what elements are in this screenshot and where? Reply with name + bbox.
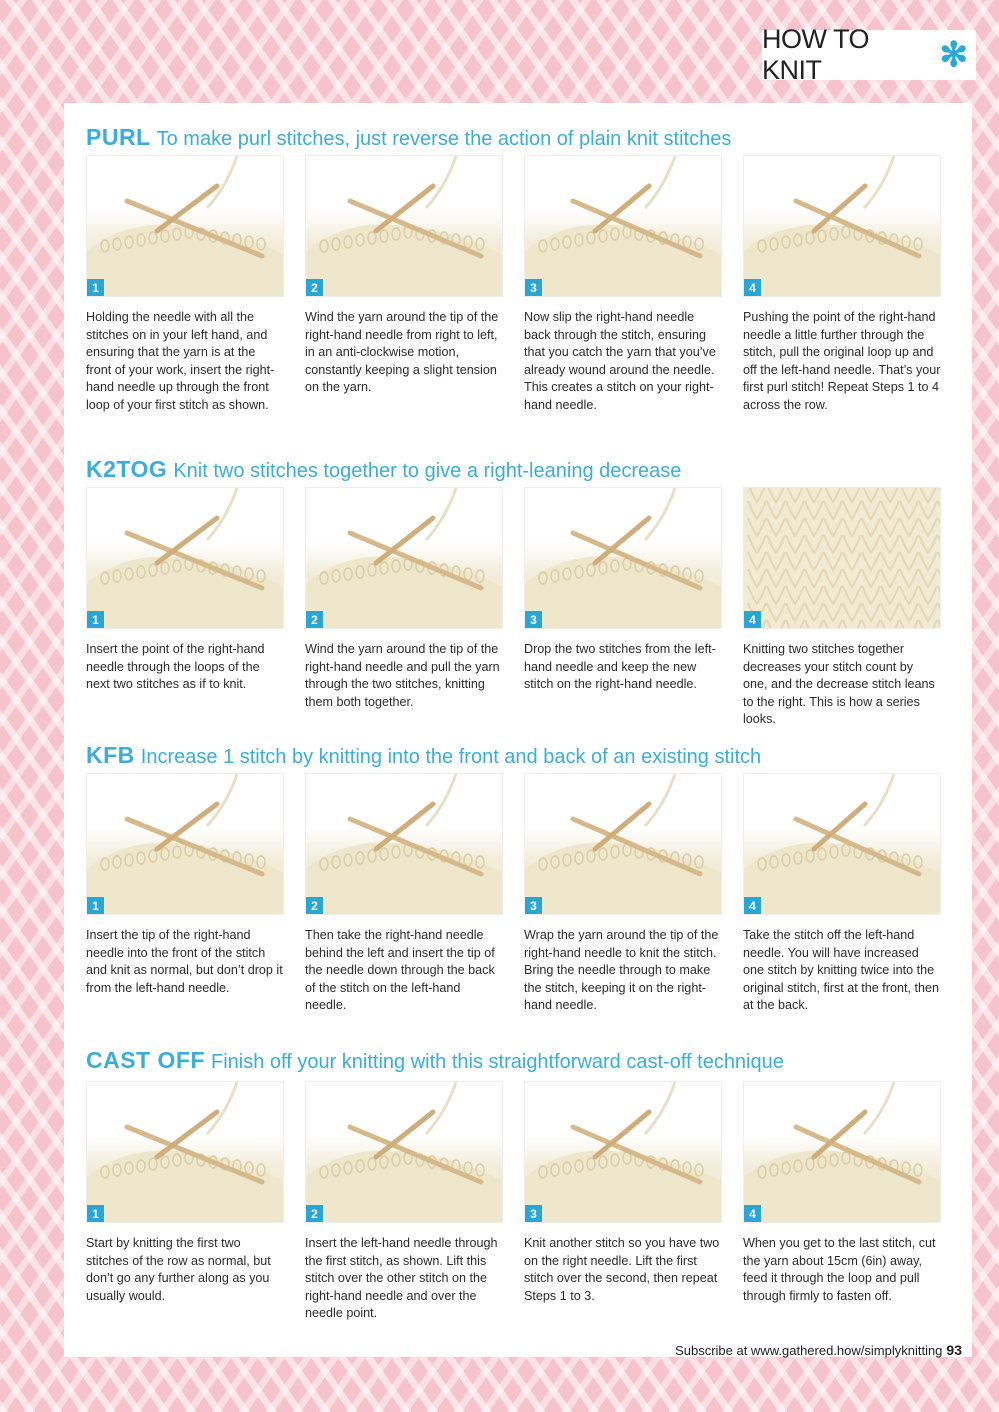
step-description: Drop the two stitches from the left-hand needle and keep the new stitch on the right-hand needle. <box>524 642 716 692</box>
step-description: Wrap the yarn around the tip of the right-hand needle to knit the stitch. Bring the needle through to make the stitch, keeping it on the right-hand needle. <box>524 928 719 1013</box>
knitting-photo <box>524 155 722 297</box>
section-title-kfb: KFB Increase 1 stitch by knitting into the front and back of an existing stitch <box>86 742 762 768</box>
step-card <box>86 773 284 1015</box>
step-card <box>305 1081 503 1323</box>
step-card <box>305 487 503 729</box>
knitting-photo <box>743 1081 941 1223</box>
asterisk-icon: ✻ <box>939 36 968 74</box>
step-card <box>305 155 503 415</box>
knitting-photo <box>86 487 284 629</box>
knitting-illustration <box>306 1082 503 1223</box>
step-number-badge: 2 <box>306 279 323 296</box>
knitting-photo <box>86 155 284 297</box>
step-number-badge: 4 <box>744 897 761 914</box>
step-number-badge: 1 <box>87 897 104 914</box>
step-number-badge: 3 <box>525 611 542 628</box>
step-card <box>305 773 503 1015</box>
step-description: Now slip the right-hand needle back through the stitch, ensuring that you catch the yarn that you’ve already wound around the needle. This creates a stitch on your right-hand needle. <box>524 310 716 412</box>
kfb-steps <box>86 773 944 1015</box>
cast-off-steps <box>86 1081 944 1323</box>
page-title: HOW TO KNIT <box>762 24 870 85</box>
knitting-illustration <box>744 488 941 629</box>
knitting-illustration <box>306 488 503 629</box>
knitting-illustration <box>744 156 941 297</box>
section-title-purl: PURL To make purl stitches, just reverse the action of plain knit stitches <box>86 124 732 150</box>
step-card <box>86 487 284 729</box>
knitting-illustration <box>306 156 503 297</box>
step-number-badge: 2 <box>306 897 323 914</box>
page-number: 93 <box>946 1342 962 1358</box>
k2tog-steps <box>86 487 944 729</box>
step-card <box>524 1081 722 1323</box>
step-description: When you get to the last stitch, cut the yarn about 15cm (6in) away, feed it through the loop and pull through firmly to fasten off. <box>743 1236 936 1303</box>
knitting-illustration <box>744 1082 941 1223</box>
knitting-illustration <box>87 156 284 297</box>
step-card <box>743 155 941 415</box>
step-number-badge: 1 <box>87 1205 104 1222</box>
step-number-badge: 4 <box>744 1205 761 1222</box>
knitting-illustration <box>525 488 722 629</box>
knitting-photo <box>86 773 284 915</box>
purl-steps <box>86 155 944 415</box>
page-header <box>762 24 976 85</box>
knitting-photo <box>86 1081 284 1223</box>
step-card <box>524 773 722 1015</box>
section-title-k2tog: K2TOG Knit two stitches together to give a right-leaning decrease <box>86 456 682 482</box>
knitting-photo <box>524 487 722 629</box>
step-description: Knitting two stitches together decreases your stitch count by one, and the decrease stitch leans to the right. This is how a series looks. <box>743 642 935 727</box>
step-number-badge: 4 <box>744 611 761 628</box>
step-description: Start by knitting the first two stitches of the row as normal, but don’t go any further along as you usually would. <box>86 1236 271 1303</box>
step-card <box>524 487 722 729</box>
step-description: Holding the needle with all the stitches on in your left hand, and ensuring that the yarn is at the front of your work, insert the right-hand needle up through the front loop of your first stitch as shown. <box>86 310 275 412</box>
step-number-badge: 3 <box>525 1205 542 1222</box>
section-title-cast-off: CAST OFF Finish off your knitting with this straightforward cast-off technique <box>86 1047 784 1073</box>
knitting-photo <box>743 487 941 629</box>
step-card <box>743 1081 941 1323</box>
step-card <box>86 155 284 415</box>
step-description: Insert the tip of the right-hand needle into the front of the stitch and knit as normal, but don’t drop it from the left-hand needle. <box>86 928 283 995</box>
knitting-photo <box>305 773 503 915</box>
step-description: Insert the left-hand needle through the first stitch, as shown. Lift this stitch over the other stitch on the right-hand needle and over the needle point. <box>305 1236 498 1321</box>
step-number-badge: 3 <box>525 279 542 296</box>
step-card <box>86 1081 284 1323</box>
knitting-photo <box>743 773 941 915</box>
step-description: Wind the yarn around the tip of the right-hand needle and pull the yarn through the two stitches, knitting them both together. <box>305 642 500 709</box>
knitting-illustration <box>525 774 722 915</box>
step-description: Pushing the point of the right-hand needle a little further through the stitch, pull the original loop up and off the left-hand needle. That’s your first purl stitch! Repeat Steps 1 to 4 across the row. <box>743 310 941 412</box>
step-description: Insert the point of the right-hand needle through the loops of the next two stitches as if to knit. <box>86 642 265 692</box>
step-description: Then take the right-hand needle behind the left and insert the tip of the needle down through the back of the stitch on the left-hand needle. <box>305 928 495 1013</box>
knitting-illustration <box>525 1082 722 1223</box>
knitting-illustration <box>87 774 284 915</box>
knitting-photo <box>524 773 722 915</box>
knitting-photo <box>524 1081 722 1223</box>
step-number-badge: 4 <box>744 279 761 296</box>
knitting-photo <box>305 487 503 629</box>
step-card <box>743 487 941 729</box>
knitting-illustration <box>525 156 722 297</box>
step-card <box>743 773 941 1015</box>
step-description: Wind the yarn around the tip of the right-hand needle from right to left, in an anti-clockwise motion, constantly keeping a slight tension on the yarn. <box>305 310 499 395</box>
knitting-illustration <box>87 488 284 629</box>
subscribe-text: Subscribe at www.gathered.how/simplyknitting <box>675 1343 943 1358</box>
knitting-photo <box>743 155 941 297</box>
step-number-badge: 2 <box>306 611 323 628</box>
knitting-illustration <box>306 774 503 915</box>
knitting-illustration <box>744 774 941 915</box>
knitting-photo <box>305 155 503 297</box>
step-number-badge: 1 <box>87 611 104 628</box>
step-card <box>524 155 722 415</box>
knitting-illustration <box>87 1082 284 1223</box>
step-number-badge: 1 <box>87 279 104 296</box>
step-description: Knit another stitch so you have two on the right needle. Lift the first stitch over the second, then repeat Steps 1 to 3. <box>524 1236 720 1303</box>
knitting-photo <box>305 1081 503 1223</box>
step-number-badge: 3 <box>525 897 542 914</box>
footer <box>675 1342 962 1358</box>
step-description: Take the stitch off the left-hand needle. You will have increased one stitch by knitting twice into the original stitch, first at the front, then at the back. <box>743 928 939 1013</box>
step-number-badge: 2 <box>306 1205 323 1222</box>
